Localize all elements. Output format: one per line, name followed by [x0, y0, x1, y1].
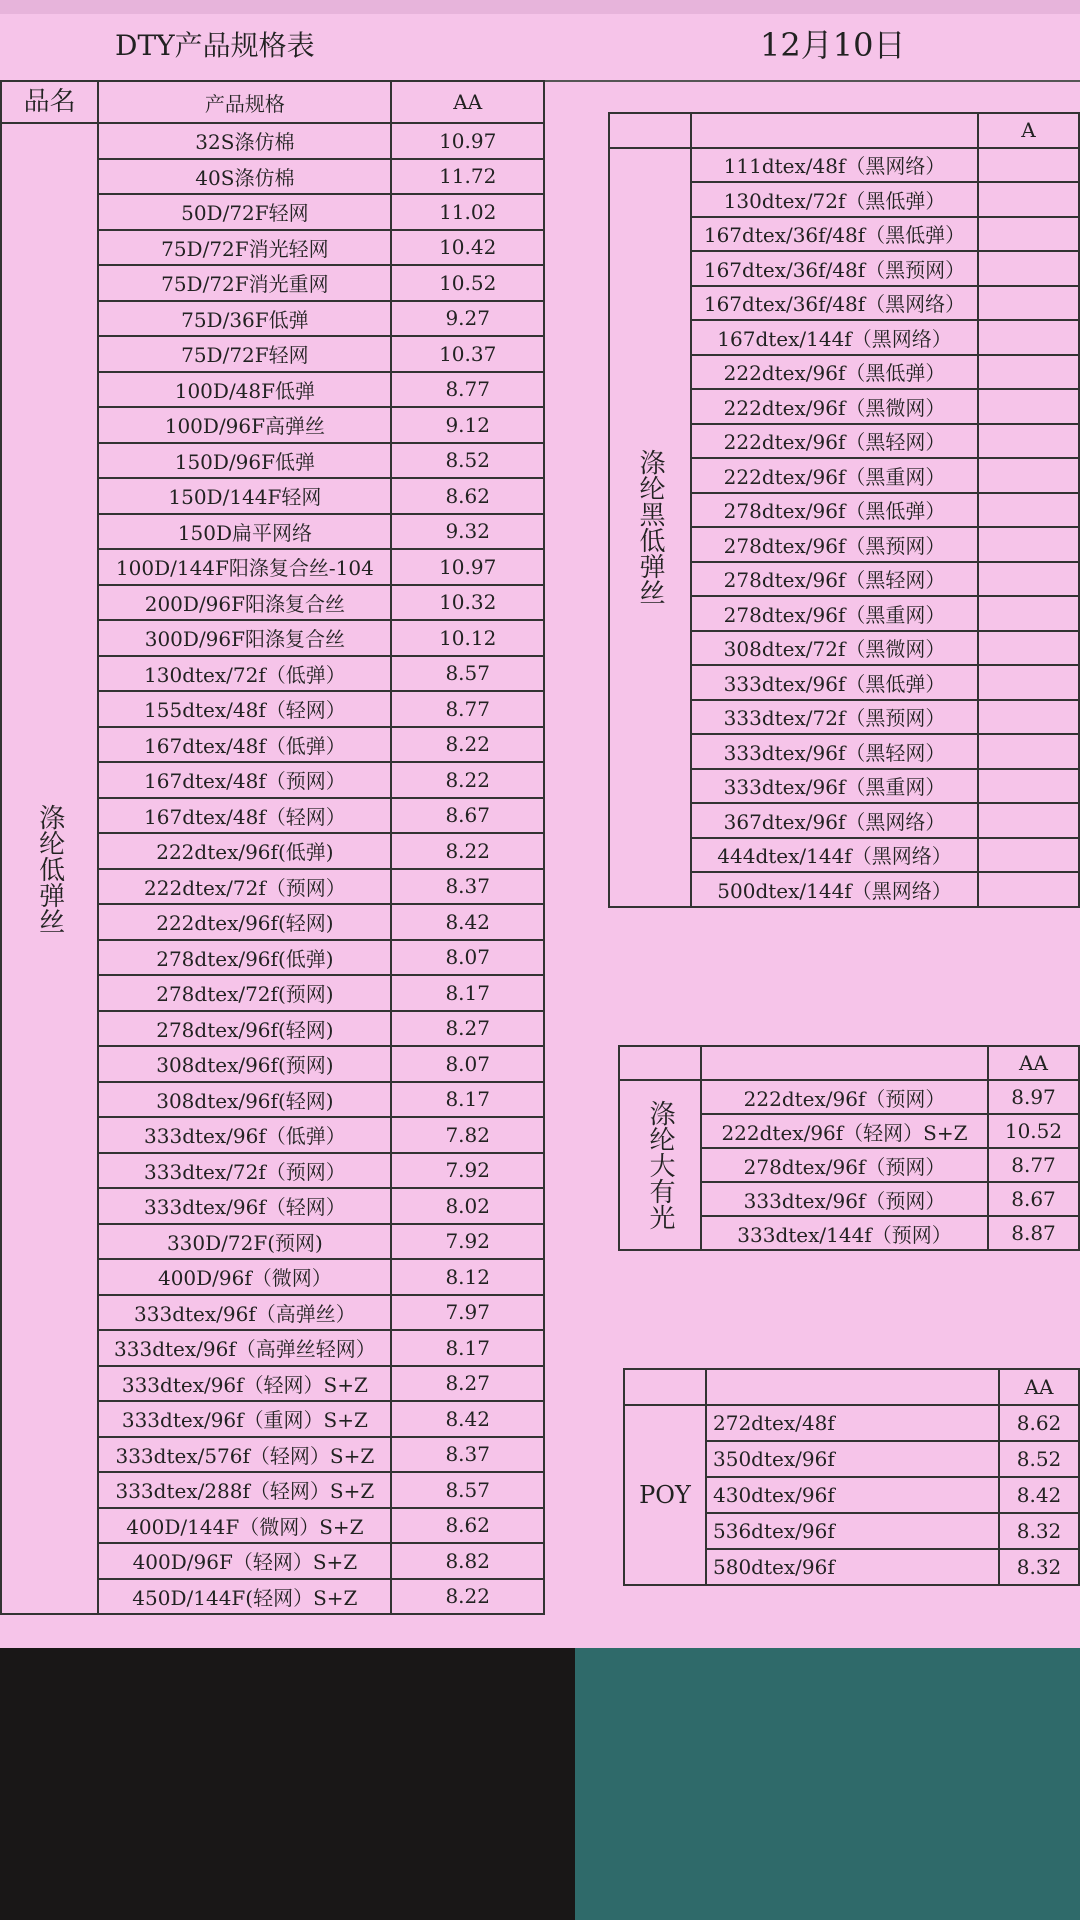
low-elastic-spec-cell: 50D/72F轻网 [98, 194, 391, 230]
low-elastic-spec-cell: 308dtex/96f(轻网) [98, 1082, 391, 1118]
black-spec-cell: 278dtex/96f（黑预网） [691, 527, 978, 562]
black-low-elastic-table [608, 112, 1080, 908]
low-elastic-table [0, 80, 545, 1615]
desk-surface [0, 1648, 575, 1920]
black-spec-cell: 167dtex/144f（黑网络） [691, 320, 978, 355]
low-elastic-value-cell: 7.82 [391, 1117, 544, 1153]
poy-spec-cell: 536dtex/96f [706, 1513, 999, 1549]
poy-spec-cell: 272dtex/48f [706, 1405, 999, 1441]
low-elastic-spec-cell: 222dtex/72f（预网） [98, 869, 391, 905]
black-spec-cell: 222dtex/96f（黑低弹） [691, 355, 978, 390]
black-value-cell [978, 631, 1079, 666]
col-grade-header: AA [391, 81, 544, 123]
black-spec-cell: 333dtex/72f（黑预网） [691, 700, 978, 735]
low-elastic-spec-cell: 75D/72F消光重网 [98, 265, 391, 301]
bright-spec-cell: 222dtex/96f（轻网）S+Z [701, 1114, 988, 1148]
low-elastic-value-cell: 8.07 [391, 1046, 544, 1082]
low-elastic-value-cell: 10.97 [391, 549, 544, 585]
low-elastic-value-cell: 10.52 [391, 265, 544, 301]
low-elastic-spec-cell: 333dtex/72f（预网） [98, 1153, 391, 1189]
black-value-cell [978, 700, 1079, 735]
low-elastic-value-cell: 8.67 [391, 798, 544, 834]
poy-value-cell: 8.32 [999, 1513, 1079, 1549]
low-elastic-spec-cell: 40S涤仿棉 [98, 159, 391, 195]
teal-surface [575, 1648, 1080, 1920]
black-value-cell [978, 217, 1079, 252]
bright-table [618, 1045, 1080, 1251]
black-value-cell [978, 803, 1079, 838]
table-row [619, 1080, 1079, 1114]
black-value-cell [978, 734, 1079, 769]
low-elastic-spec-cell: 100D/96F高弹丝 [98, 407, 391, 443]
bright-value-cell: 8.77 [988, 1148, 1079, 1182]
low-elastic-value-cell: 8.02 [391, 1188, 544, 1224]
bright-value-cell: 8.67 [988, 1182, 1079, 1216]
black-category-header [609, 113, 691, 148]
bright-category-label: 涤纶大有光 [619, 1080, 701, 1250]
black-value-cell [978, 665, 1079, 700]
low-elastic-value-cell: 8.62 [391, 478, 544, 514]
low-elastic-value-cell: 8.57 [391, 1472, 544, 1508]
low-elastic-value-cell: 8.57 [391, 656, 544, 692]
low-elastic-spec-cell: 330D/72F(预网) [98, 1224, 391, 1260]
table-row [1, 123, 544, 159]
low-elastic-value-cell: 8.27 [391, 1366, 544, 1402]
black-value-cell [978, 769, 1079, 804]
low-elastic-value-cell: 8.52 [391, 443, 544, 479]
black-spec-cell: 333dtex/96f（黑轻网） [691, 734, 978, 769]
low-elastic-value-cell: 8.77 [391, 691, 544, 727]
black-value-cell [978, 286, 1079, 321]
black-category-label: 涤纶黑低弹丝 [609, 148, 691, 907]
low-elastic-spec-cell: 333dtex/96f（轻网） [98, 1188, 391, 1224]
low-elastic-spec-cell: 450D/144F(轻网）S+Z [98, 1579, 391, 1615]
low-elastic-spec-cell: 130dtex/72f（低弹） [98, 656, 391, 692]
black-spec-cell: 308dtex/72f（黑微网） [691, 631, 978, 666]
low-elastic-value-cell: 10.32 [391, 585, 544, 621]
low-elastic-spec-cell: 100D/48F低弹 [98, 372, 391, 408]
low-elastic-category-label: 涤纶低弹丝 [1, 123, 98, 1614]
low-elastic-value-cell: 8.42 [391, 1401, 544, 1437]
col-spec-header: 产品规格 [98, 81, 391, 123]
low-elastic-spec-cell: 167dtex/48f（预网） [98, 762, 391, 798]
poy-grade-header: AA [999, 1369, 1079, 1405]
poy-spec-cell: 350dtex/96f [706, 1441, 999, 1477]
poy-value-cell: 8.32 [999, 1549, 1079, 1585]
poy-value-cell: 8.42 [999, 1477, 1079, 1513]
bright-value-cell: 10.52 [988, 1114, 1079, 1148]
black-spec-cell: 444dtex/144f（黑网络） [691, 838, 978, 873]
poy-category-header [624, 1369, 706, 1405]
bright-spec-cell: 333dtex/144f（预网） [701, 1216, 988, 1250]
low-elastic-value-cell: 8.42 [391, 904, 544, 940]
low-elastic-spec-cell: 278dtex/72f(预网) [98, 975, 391, 1011]
col-category-header: 品名 [1, 81, 98, 123]
doc-title: DTY产品规格表 [115, 29, 315, 62]
black-value-cell [978, 424, 1079, 459]
black-spec-cell: 367dtex/96f（黑网络） [691, 803, 978, 838]
bright-spec-cell: 278dtex/96f（预网） [701, 1148, 988, 1182]
table-row [624, 1405, 1079, 1441]
low-elastic-spec-cell: 150D扁平网络 [98, 514, 391, 550]
black-spec-cell: 222dtex/96f（黑微网） [691, 389, 978, 424]
low-elastic-spec-cell: 400D/144F（微网）S+Z [98, 1508, 391, 1544]
low-elastic-value-cell: 10.42 [391, 230, 544, 266]
low-elastic-spec-cell: 333dtex/96f（重网）S+Z [98, 1401, 391, 1437]
low-elastic-spec-cell: 300D/96F阳涤复合丝 [98, 620, 391, 656]
black-spec-cell: 222dtex/96f（黑轻网） [691, 424, 978, 459]
black-value-cell [978, 562, 1079, 597]
bright-category-header [619, 1046, 701, 1080]
black-spec-cell: 333dtex/96f（黑重网） [691, 769, 978, 804]
black-grade-header: A [978, 113, 1079, 148]
black-value-cell [978, 389, 1079, 424]
low-elastic-spec-cell: 400D/96F（轻网）S+Z [98, 1543, 391, 1579]
table-row [609, 148, 1079, 183]
low-elastic-spec-cell: 200D/96F阳涤复合丝 [98, 585, 391, 621]
black-spec-cell: 278dtex/96f（黑低弹） [691, 493, 978, 528]
bright-value-cell: 8.97 [988, 1080, 1079, 1114]
bright-spec-header [701, 1046, 988, 1080]
low-elastic-spec-cell: 75D/72F消光轻网 [98, 230, 391, 266]
low-elastic-value-cell: 11.72 [391, 159, 544, 195]
poy-spec-cell: 430dtex/96f [706, 1477, 999, 1513]
low-elastic-value-cell: 10.12 [391, 620, 544, 656]
low-elastic-value-cell: 8.37 [391, 1437, 544, 1473]
low-elastic-value-cell: 8.77 [391, 372, 544, 408]
black-value-cell [978, 872, 1079, 907]
low-elastic-value-cell: 8.22 [391, 833, 544, 869]
low-elastic-spec-cell: 278dtex/96f(轻网) [98, 1011, 391, 1047]
low-elastic-spec-cell: 308dtex/96f(预网) [98, 1046, 391, 1082]
low-elastic-value-cell: 9.12 [391, 407, 544, 443]
low-elastic-spec-cell: 167dtex/48f（低弹） [98, 727, 391, 763]
black-spec-cell: 167dtex/36f/48f（黑预网） [691, 251, 978, 286]
black-value-cell [978, 148, 1079, 183]
poy-category-label: POY [624, 1405, 706, 1585]
bright-grade-header: AA [988, 1046, 1079, 1080]
low-elastic-value-cell: 8.12 [391, 1259, 544, 1295]
header-band [0, 0, 1080, 82]
low-elastic-spec-cell: 333dtex/576f（轻网）S+Z [98, 1437, 391, 1473]
low-elastic-spec-cell: 333dtex/96f（轻网）S+Z [98, 1366, 391, 1402]
poy-spec-header [706, 1369, 999, 1405]
black-spec-cell: 500dtex/144f（黑网络） [691, 872, 978, 907]
low-elastic-value-cell: 7.92 [391, 1153, 544, 1189]
poy-value-cell: 8.52 [999, 1441, 1079, 1477]
low-elastic-spec-cell: 75D/72F轻网 [98, 336, 391, 372]
low-elastic-value-cell: 8.82 [391, 1543, 544, 1579]
low-elastic-value-cell: 8.17 [391, 1330, 544, 1366]
black-spec-header [691, 113, 978, 148]
low-elastic-value-cell: 7.97 [391, 1295, 544, 1331]
low-elastic-value-cell: 8.17 [391, 975, 544, 1011]
low-elastic-spec-cell: 400D/96f（微网） [98, 1259, 391, 1295]
bright-value-cell: 8.87 [988, 1216, 1079, 1250]
poy-value-cell: 8.62 [999, 1405, 1079, 1441]
low-elastic-value-cell: 8.27 [391, 1011, 544, 1047]
doc-date: 12月10日 [760, 26, 906, 64]
black-value-cell [978, 355, 1079, 390]
low-elastic-spec-cell: 333dtex/96f（低弹） [98, 1117, 391, 1153]
black-spec-cell: 111dtex/48f（黑网络） [691, 148, 978, 183]
low-elastic-value-cell: 8.22 [391, 727, 544, 763]
low-elastic-spec-cell: 222dtex/96f(轻网) [98, 904, 391, 940]
low-elastic-value-cell: 10.97 [391, 123, 544, 159]
low-elastic-spec-cell: 222dtex/96f(低弹) [98, 833, 391, 869]
low-elastic-spec-cell: 150D/144F轻网 [98, 478, 391, 514]
low-elastic-value-cell: 9.27 [391, 301, 544, 337]
low-elastic-spec-cell: 100D/144F阳涤复合丝-104 [98, 549, 391, 585]
low-elastic-spec-cell: 333dtex/96f（高弹丝） [98, 1295, 391, 1331]
low-elastic-value-cell: 8.37 [391, 869, 544, 905]
low-elastic-value-cell: 10.37 [391, 336, 544, 372]
black-spec-cell: 278dtex/96f（黑重网） [691, 596, 978, 631]
poy-table [623, 1368, 1080, 1586]
black-value-cell [978, 838, 1079, 873]
black-spec-cell: 222dtex/96f（黑重网） [691, 458, 978, 493]
low-elastic-value-cell: 8.07 [391, 940, 544, 976]
black-spec-cell: 130dtex/72f（黑低弹） [691, 182, 978, 217]
low-elastic-spec-cell: 150D/96F低弹 [98, 443, 391, 479]
black-value-cell [978, 493, 1079, 528]
black-spec-cell: 333dtex/96f（黑低弹） [691, 665, 978, 700]
low-elastic-spec-cell: 75D/36F低弹 [98, 301, 391, 337]
low-elastic-value-cell: 11.02 [391, 194, 544, 230]
low-elastic-value-cell: 8.22 [391, 1579, 544, 1615]
black-value-cell [978, 458, 1079, 493]
low-elastic-value-cell: 8.17 [391, 1082, 544, 1118]
low-elastic-value-cell: 9.32 [391, 514, 544, 550]
black-value-cell [978, 182, 1079, 217]
black-value-cell [978, 596, 1079, 631]
black-spec-cell: 167dtex/36f/48f（黑网络） [691, 286, 978, 321]
low-elastic-value-cell: 8.22 [391, 762, 544, 798]
black-value-cell [978, 320, 1079, 355]
low-elastic-value-cell: 7.92 [391, 1224, 544, 1260]
black-spec-cell: 167dtex/36f/48f（黑低弹） [691, 217, 978, 252]
black-value-cell [978, 527, 1079, 562]
low-elastic-spec-cell: 32S涤仿棉 [98, 123, 391, 159]
low-elastic-value-cell: 8.62 [391, 1508, 544, 1544]
bright-spec-cell: 333dtex/96f（预网） [701, 1182, 988, 1216]
low-elastic-spec-cell: 333dtex/96f（高弹丝轻网） [98, 1330, 391, 1366]
low-elastic-spec-cell: 278dtex/96f(低弹) [98, 940, 391, 976]
low-elastic-spec-cell: 333dtex/288f（轻网）S+Z [98, 1472, 391, 1508]
low-elastic-spec-cell: 155dtex/48f（轻网） [98, 691, 391, 727]
low-elastic-spec-cell: 167dtex/48f（轻网） [98, 798, 391, 834]
poy-spec-cell: 580dtex/96f [706, 1549, 999, 1585]
bright-spec-cell: 222dtex/96f（预网） [701, 1080, 988, 1114]
black-value-cell [978, 251, 1079, 286]
black-spec-cell: 278dtex/96f（黑轻网） [691, 562, 978, 597]
